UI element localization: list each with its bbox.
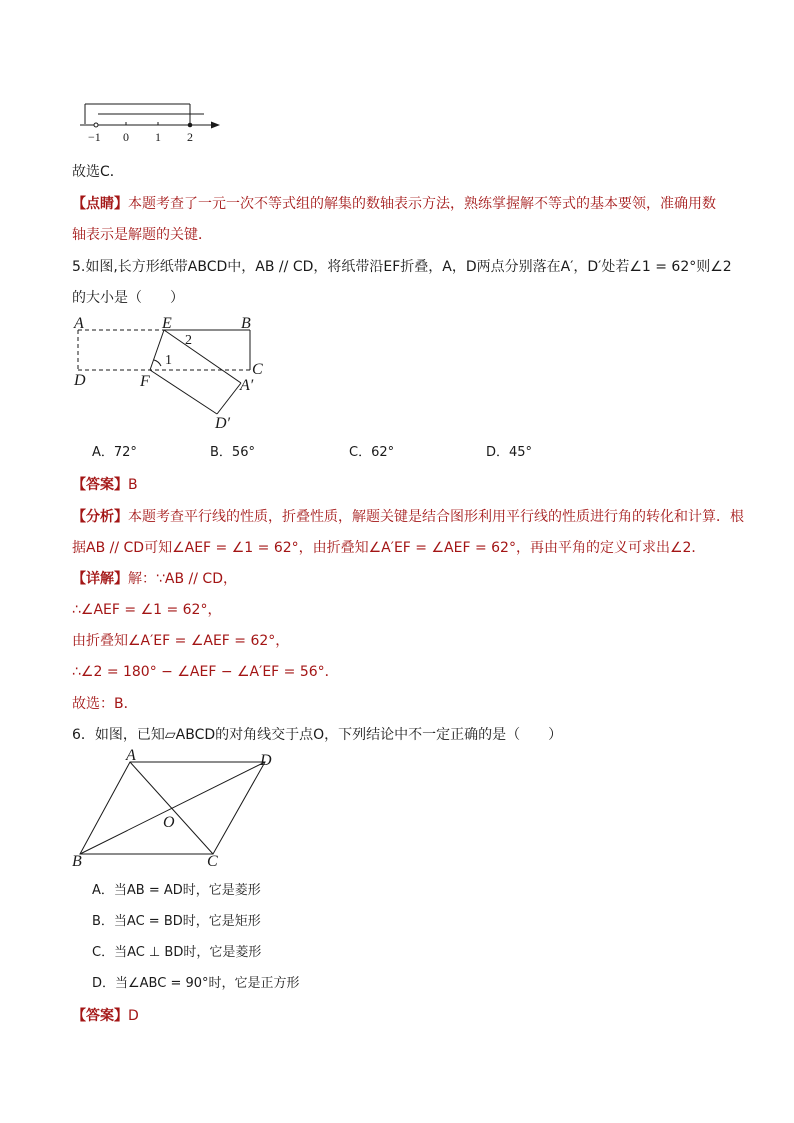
q5-fold-figure <box>68 312 278 434</box>
q6-parallelogram-figure <box>68 748 288 872</box>
label-O: O <box>163 814 175 831</box>
label-angle-1: 1 <box>165 353 172 368</box>
label-C: C <box>207 853 218 870</box>
q5-analysis-line1 <box>72 507 744 527</box>
q6-answer <box>72 1006 139 1026</box>
edge-D-prime-F <box>150 370 217 414</box>
closed-point-2 <box>188 123 193 128</box>
q5-stem-line1: 5.如图,长方形纸带ABCD中，AB // CD，将纸带沿EF折叠，A，D两点分别落在A′，D′处若∠1 = 62°则∠2 <box>72 259 732 275</box>
label-angle-2: 2 <box>185 333 192 348</box>
comment-tag: 【点睛】 <box>72 196 128 212</box>
q5-analysis-line2: 据AB // CD可知∠AEF = ∠1 = 62°，由折叠知∠A′EF = ∠AEF = 62°，再由平角的定义可求出∠2． <box>72 540 706 556</box>
q5-detail-line3: 由折叠知∠A′EF = ∠AEF = 62°， <box>72 633 290 649</box>
q5-detail-line1 <box>72 569 237 589</box>
q6-option-b: B．当AC = BD时，它是矩形 <box>92 914 261 929</box>
tick-label: 2 <box>187 130 193 144</box>
q5-option-d: D．45° <box>486 445 533 460</box>
number-line-figure <box>78 98 228 146</box>
label-D-prime: D′ <box>215 415 231 432</box>
label-A: A <box>126 748 136 764</box>
label-A-prime: A′ <box>240 377 254 394</box>
tick-label: 0 <box>123 130 129 144</box>
detail-text: 解：∵AB // CD， <box>128 571 237 587</box>
label-B: B <box>72 853 82 870</box>
label-B: B <box>241 315 251 332</box>
q6-stem: 6．如图，已知▱ABCD的对角线交于点O，下列结论中不一定正确的是（ ） <box>72 727 563 743</box>
q5-stem-line2: 的大小是（ ） <box>72 290 184 306</box>
answer-tag: 【答案】 <box>72 1008 128 1024</box>
q5-detail-line2: ∴∠AEF = ∠1 = 62°， <box>72 602 222 618</box>
edge-A-prime-D-prime <box>217 383 241 414</box>
open-point-neg1 <box>94 123 98 127</box>
q6-option-a: A．当AB = AD时，它是菱形 <box>92 883 261 898</box>
q5-choice: 故选：B． <box>72 696 138 712</box>
q6-option-c: C．当AC ⊥ BD时，它是菱形 <box>92 945 262 960</box>
q4-comment-line2: 轴表示是解题的关键． <box>72 227 212 243</box>
diagonal-BD <box>80 762 265 854</box>
label-E: E <box>162 315 172 332</box>
edge-EA-prime <box>164 330 241 383</box>
q5-answer <box>72 475 138 495</box>
answer-value: D <box>128 1008 139 1024</box>
label-A: A <box>74 315 84 332</box>
label-D: D <box>260 752 272 769</box>
q4-comment-line1 <box>72 194 716 214</box>
axis-arrow-icon <box>211 122 220 129</box>
tick-label: −1 <box>88 130 101 144</box>
angle-1-arc <box>154 360 161 366</box>
label-F: F <box>140 373 150 390</box>
q5-option-c: C．62° <box>349 445 395 460</box>
q5-detail-line4: ∴∠2 = 180° − ∠AEF − ∠A′EF = 56°． <box>72 664 339 680</box>
q4-choice: 故选C． <box>72 164 124 180</box>
analysis-tag: 【分析】 <box>72 509 128 525</box>
label-D: D <box>74 372 86 389</box>
analysis-text: 本题考查平行线的性质，折叠性质，解题关键是结合图形利用平行线的性质进行角的转化和计算．根 <box>128 509 744 525</box>
answer-tag: 【答案】 <box>72 477 128 493</box>
label-C: C <box>252 361 263 378</box>
answer-value: B <box>128 477 138 493</box>
detail-tag: 【详解】 <box>72 571 128 587</box>
q5-option-b: B．56° <box>210 445 255 460</box>
tick-label: 1 <box>155 130 161 144</box>
fold-line-EF <box>150 330 164 370</box>
q5-option-a: A．72° <box>92 445 137 460</box>
q6-option-d: D．当∠ABC = 90°时，它是正方形 <box>92 976 300 991</box>
comment-text: 本题考查了一元一次不等式组的解集的数轴表示方法，熟练掌握解不等式的基本要领，准确用数 <box>128 196 716 212</box>
